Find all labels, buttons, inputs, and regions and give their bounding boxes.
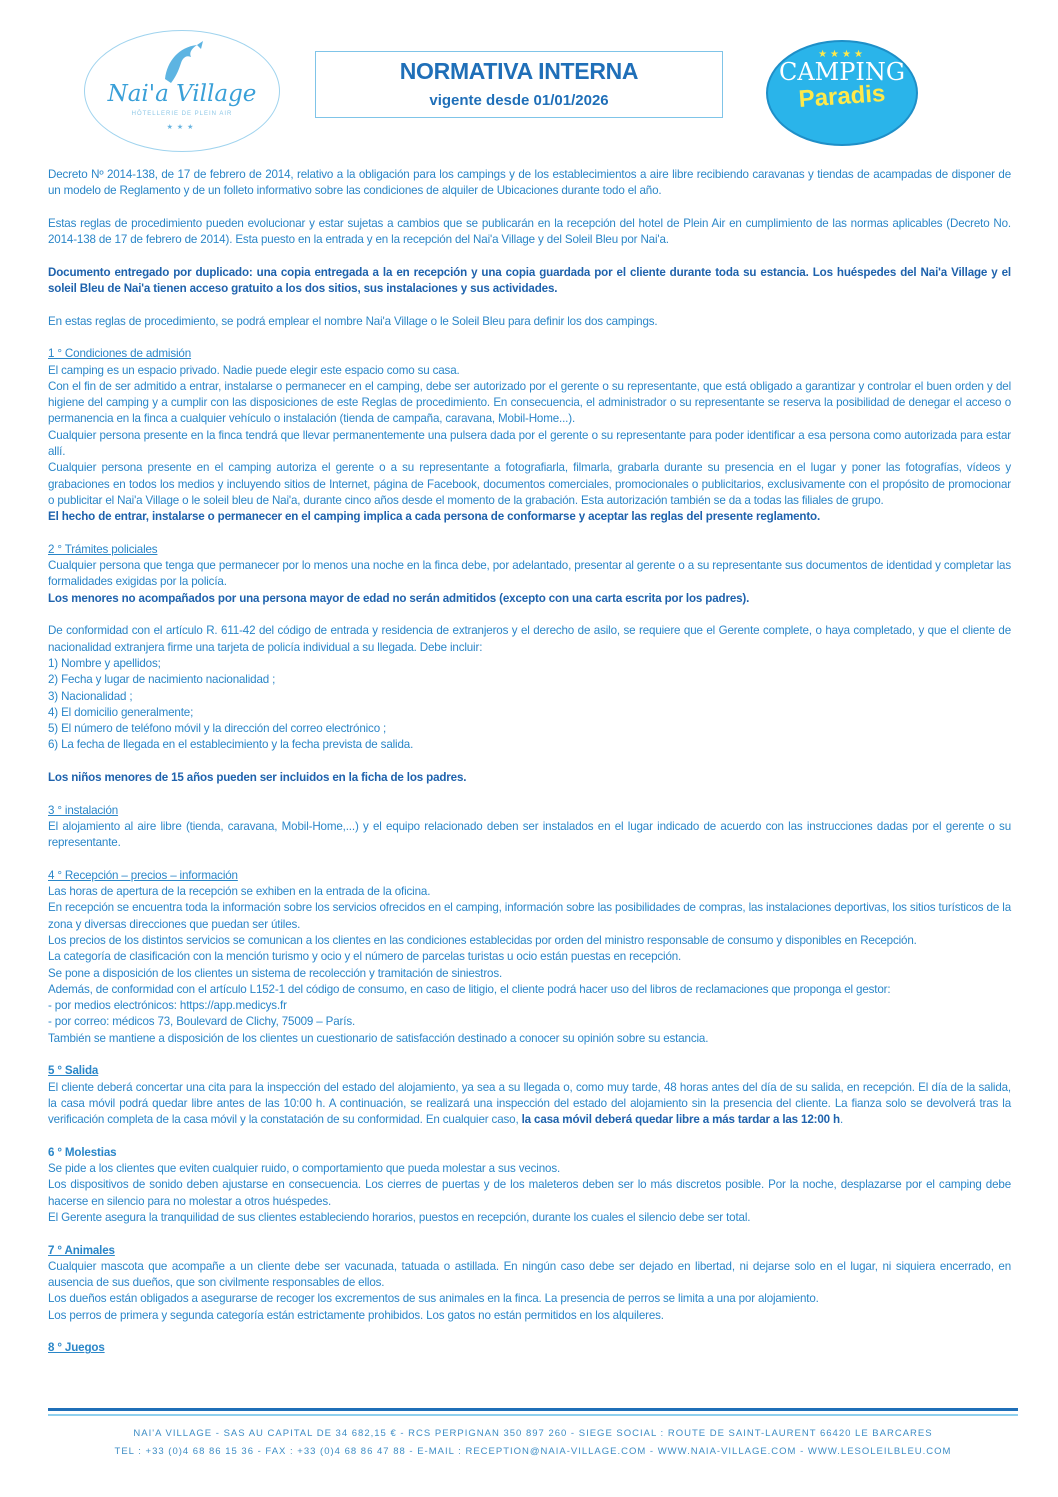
- paragraph: El alojamiento al aire libre (tienda, caravana, Mobil-Home,...) y el equipo relacionado deben ser instalados en el lugar indicado de acuerdo con las instrucciones dadas por el gerente o su representante.: [48, 819, 1011, 850]
- paragraph: Se pone a disposición de los clientes un sistema de recolección y tramitación de siniestros.: [48, 966, 503, 980]
- paragraph-end: .: [839, 1113, 844, 1127]
- paragraph-gap: [48, 1226, 1011, 1242]
- paragraph: Los precios de los distintos servicios se comunican a los clientes en las condiciones establecidas por orden del ministro responsable de consumo y disponibles en Recepción.: [48, 933, 917, 947]
- paragraph: De conformidad con el artículo R. 611-42 del código de entrada y residencia de extranjeros y el derecho de asilo, se requiere que el Gerente complete, o haya completado, y que el cliente de nacionalidad extranjera firme una tarjeta de policía individual a su llegada. Debe incluir:: [48, 624, 1011, 654]
- paragraph: Las horas de apertura de la recepción se exhiben en la entrada de la oficina.: [48, 885, 431, 899]
- footer-company-info: NAI'A VILLAGE - SAS AU CAPITAL DE 34 682,15 € - RCS PERPIGNAN 350 897 260 - SIEGE SOCIAL : ROUTE DE SAINT-LAURENT 66420 LE BARCARES: [133, 1428, 933, 1439]
- bold-text: la casa móvil deberá quedar libre a más tardar a las 12:00 h: [521, 1113, 840, 1127]
- dolphin-icon: [157, 39, 207, 87]
- paragraph: Cualquier mascota que acompañe a un cliente debe ser vacunada, tatuada o astillada. En ningún caso debe ser dejado en libertad, ni dejarse solo en el lugar, ni siquiera encerrado, en ausencia de sus dueños, que son civilmente responsables de ellos.: [48, 1259, 1011, 1290]
- section-heading: 8 ° Juegos: [48, 1341, 105, 1355]
- stars-icon: ★★★: [166, 124, 198, 131]
- footer-rule: [48, 1408, 1018, 1411]
- footer-rule-light: [48, 1414, 1018, 1416]
- logo-right-bottom: Paradis: [797, 80, 887, 113]
- paragraph: Cualquier persona presente en el camping autoriza el gerente o a su representante a fotografiarla, filmarla, grabarla durante su presencia en el lugar y poner las fotografías, vídeos y grabaciones en todos los medios y incluyendo sitios de Internet, página de Facebook, documentos comerciales, promocionales o publicitarios, exclusivamente con el propósito de promocionar o publicitar el Nai'a Village o le soleil bleu de Nai'a, durante cinco años desde el momento de la grabación. Esta autorización también se da a todas las filiales de grupo.: [48, 461, 1011, 507]
- footer-contact-info: TEL : +33 (0)4 68 86 15 36 - FAX : +33 (0)4 68 86 47 88 - E-MAIL : RECEPTION@NAIA-VILLAGE.COM - WWW.NAIA-VILLAGE.COM - WWW.LESOLEILBLEU.COM: [114, 1446, 952, 1457]
- paragraph: Los menores no acompañados por una persona mayor de edad no serán admitidos (excepto con una carta escrita por los padres).: [48, 591, 750, 605]
- title-box: [315, 51, 723, 118]
- paragraph: 2) Fecha y lugar de nacimiento nacionalidad ;: [48, 673, 276, 687]
- paragraph: Con el fin de ser admitido a entrar, instalarse o permanecer en el camping, debe ser autorizado por el gerente o su representante, que está obligado a garantizar y controlar el buen orden y del higiene del camping y a cumplir con las disposiciones de este Reglas de procedimiento. En consecuencia, el administrador o su representante se reserva la posibilidad de denegar el acceso o permanencia en la finca a cualquier vehículo o instalación (tienda de campaña, caravana, Mobil-Home...).: [48, 379, 1011, 426]
- paragraph: Además, de conformidad con el artículo L152-1 del código de consumo, en caso de litigio, el cliente podrá hacer uso del libros de reclamaciones que proponga el gestor:: [48, 982, 891, 996]
- paragraph: 4) El domicilio generalmente;: [48, 705, 194, 719]
- paragraph-gap: [48, 607, 1011, 623]
- paragraph: Los dispositivos de sonido deben ajustarse en consecuencia. Los cierres de puertas y de los maleteros deben ser lo más discretos posible. Por la noche, desplazarse por el camping debe hacerse en silencio para no molestar a otros huéspedes.: [48, 1178, 1011, 1208]
- paragraph-gap: [48, 1047, 1011, 1063]
- paragraph-gap: [48, 330, 1011, 346]
- paragraph-gap: [48, 200, 1011, 216]
- paragraph: El camping es un espacio privado. Nadie puede elegir este espacio como su casa.: [48, 363, 460, 377]
- section-heading: 2 ° Trámites policiales: [48, 542, 158, 556]
- paragraph: En recepción se encuentra toda la información sobre los servicios ofrecidos en el camping, información sobre las posibilidades de compras, las instalaciones deportivas, los sitios turísticos de la zona y diversas direcciones que puedan ser útiles.: [48, 901, 1011, 931]
- paragraph-gap: [48, 1324, 1011, 1340]
- page-subtitle: vigente desde 01/01/2026: [429, 92, 609, 109]
- paragraph-gap: [48, 248, 1011, 264]
- camping-paradis-logo: [766, 40, 918, 146]
- paragraph-gap: [48, 754, 1011, 770]
- section-heading: 3 ° instalación: [48, 803, 119, 817]
- paragraph: 5) El número de teléfono móvil y la dirección del correo electrónico ;: [48, 722, 387, 736]
- logo-right-top: CAMPING: [778, 58, 906, 86]
- paragraph-gap: [48, 297, 1011, 313]
- paragraph-gap: [48, 786, 1011, 802]
- paragraph: También se mantiene a disposición de los clientes un cuestionario de satisfacción destinado a conocer su opinión sobre su estancia.: [48, 1031, 709, 1045]
- section-heading: 5 ° Salida: [48, 1064, 99, 1078]
- paragraph: Se pide a los clientes que eviten cualquier ruido, o comportamiento que pueda molestar a sus vecinos.: [48, 1162, 561, 1176]
- paragraph: Documento entregado por duplicado: una copia entregada a la en recepción y una copia guardada por el cliente durante toda su estancia. Los huéspedes del Nai'a Village y el soleil Bleu de Nai'a tienen acceso gratuito a los dos sitios, sus instalaciones y sus actividades.: [48, 265, 1011, 296]
- naia-village-logo: [84, 30, 280, 152]
- section-heading: 6 ° Molestias: [48, 1145, 117, 1159]
- paragraph-text: El cliente deberá concertar una cita para la inspección del estado del alojamiento, ya sea a su llegada o, como muy tarde, 48 horas antes del día de su salida, en recepción. El día de la salida, la casa móvil podrá quedar libre antes de las 10:00 h. A continuación, se realizará una inspección del estado del alojamiento sin la presencia del cliente. La fianza solo se devolverá tras la verificación completa de la casa móvil y la constatación de su conformidad. En cualquier caso,: [48, 1080, 1011, 1127]
- paragraph: En estas reglas de procedimiento, se podrá emplear el nombre Nai'a Village o le Soleil Bleu para definir los dos campings.: [48, 314, 658, 328]
- paragraph: Decreto Nº 2014-138, de 17 de febrero de 2014, relativo a la obligación para los campings y de los establecimientos a aire libre recibiendo caravanas y tiendas de acampadas de disponer de un modelo de Reglamento y de un folleto informativo sobre las condiciones de alquiler de Ubicaciones durante todo el año.: [48, 168, 1011, 198]
- paragraph: 1) Nombre y apellidos;: [48, 656, 161, 670]
- stars-icon: ★★★★: [818, 49, 866, 60]
- paragraph: Estas reglas de procedimiento pueden evolucionar y estar sujetas a cambios que se publicarán en la recepción del hotel de Plein Air en cumplimiento de las normas aplicables (Decreto No. 2014-138 de 17 de febrero de 2014). Esta puesto en la entrada y en la recepción del Nai'a Village y del Soleil Bleu por Nai'a.: [48, 216, 1011, 247]
- paragraph: Los perros de primera y segunda categoría están estrictamente prohibidos. Los gatos no están permitidos en los alquileres.: [48, 1308, 664, 1322]
- paragraph: Cualquier persona presente en la finca tendrá que llevar permanentemente una pulsera dada por el gerente o su representante para poder identificar a esa persona como autorizada para estar allí.: [48, 428, 1011, 459]
- paragraph: Los niños menores de 15 años pueden ser incluidos en la ficha de los padres.: [48, 770, 467, 784]
- section-heading: 1 ° Condiciones de admisión: [48, 347, 192, 361]
- paragraph-gap: [48, 1129, 1011, 1145]
- paragraph-gap: [48, 851, 1011, 867]
- paragraph: 3) Nacionalidad ;: [48, 689, 133, 703]
- paragraph: Cualquier persona que tenga que permanecer por lo menos una noche en la finca debe, por adelantado, presentar al gerente o a su representante sus documentos de identidad y completar las formalidades exigidas por la policía.: [48, 559, 1011, 589]
- paragraph: El Gerente asegura la tranquilidad de sus clientes estableciendo horarios, puestos en recepción, durante los cuales el silencio debe ser total.: [48, 1211, 751, 1224]
- paragraph: El hecho de entrar, instalarse o permanecer en el camping implica a cada persona de conformarse y aceptar las reglas del presente reglamento.: [48, 510, 821, 524]
- paragraph: [48, 1080, 1011, 1129]
- page-title: NORMATIVA INTERNA: [399, 58, 639, 84]
- document-body: [48, 167, 1011, 1357]
- logo-left-tagline: HÔTELLERIE DE PLEIN AIR: [131, 111, 233, 117]
- paragraph: Los dueños están obligados a asegurarse de recoger los excrementos de sus animales en la finca. La presencia de perros se limita a una por alojamiento.: [48, 1292, 819, 1306]
- paragraph: - por medios electrónicos: https://app.medicys.fr: [48, 999, 287, 1013]
- paragraph-gap: [48, 526, 1011, 542]
- section-heading: 4 ° Recepción – precios – información: [48, 868, 238, 882]
- paragraph: 6) La fecha de llegada en el establecimiento y la fecha prevista de salida.: [48, 738, 414, 752]
- logo-left-text: Nai'a Village: [107, 81, 257, 107]
- section-heading: 7 ° Animales: [48, 1243, 115, 1257]
- paragraph: - por correo: médicos 73, Boulevard de Clichy, 75009 – París.: [48, 1015, 356, 1029]
- paragraph: La categoría de clasificación con la mención turismo y ocio y el número de parcelas turistas u ocio están puestas en recepción.: [48, 950, 682, 964]
